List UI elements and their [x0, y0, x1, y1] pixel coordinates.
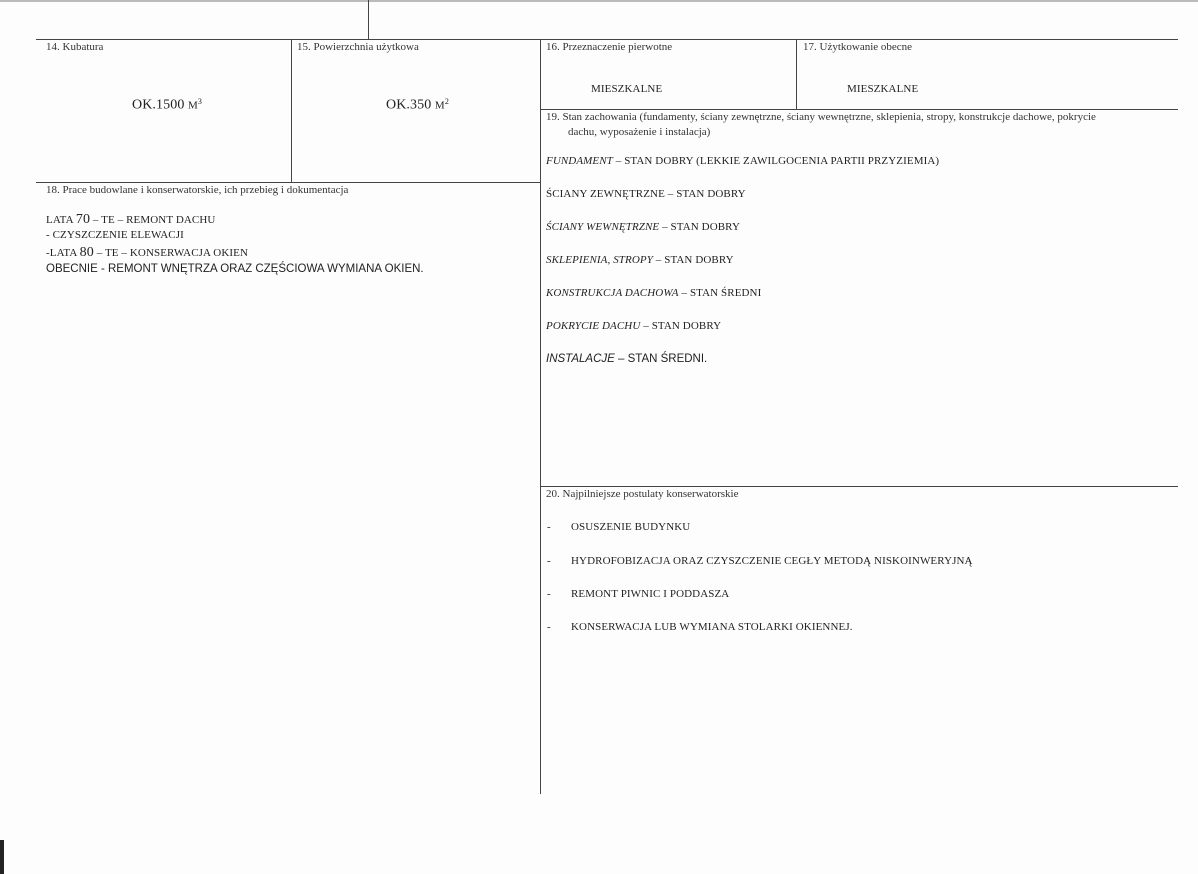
field-14-value — [132, 97, 202, 114]
item-state: – STAN DOBRY — [664, 188, 746, 200]
divider-14-15 — [291, 39, 292, 182]
item-name: FUNDAMENT — [546, 155, 613, 167]
field-17-value: MIESZKALNE — [847, 83, 919, 95]
divider-16-17 — [796, 39, 797, 109]
field-19-item-sciany-wewnetrzne — [546, 221, 740, 233]
item-name: KONSTRUKCJA DACHOWA — [546, 287, 679, 299]
field-19-item-sklepienia — [546, 254, 734, 266]
field-18-line2: - CZYSZCZENIE ELEWACJI — [46, 229, 184, 241]
item-name: ŚCIANY WEWNĘTRZNE — [546, 221, 660, 233]
field-18-line3 — [46, 245, 248, 261]
scan-top-edge — [0, 0, 1198, 2]
top-stub-divider — [368, 0, 369, 39]
text: 80 — [79, 245, 94, 260]
field-15-sup: 2 — [444, 97, 449, 106]
field-20-dash: - — [547, 555, 551, 567]
field-19-item-sciany-zewnetrzne — [546, 188, 746, 200]
field-19-item-pokrycie — [546, 320, 721, 332]
text: LATA — [46, 214, 76, 226]
item-state: – STAN DOBRY — [652, 254, 734, 266]
field-19-item-konstrukcja — [546, 287, 761, 299]
field-18-line4: OBECNIE - REMONT WNĘTRZA ORAZ CZĘŚCIOWA WYMIANA OKIEN. — [46, 263, 424, 275]
item-state: – STAN ŚREDNI — [678, 287, 762, 299]
rule-above-18 — [36, 182, 540, 183]
field-20-dash: - — [547, 621, 551, 633]
item-state: – STAN ŚREDNI. — [614, 353, 708, 365]
field-14-number: OK.1500 — [132, 97, 189, 113]
text: – TE – KONSERWACJA OKIEN — [93, 247, 249, 259]
item-state: – STAN DOBRY — [640, 320, 722, 332]
field-20-item: OSUSZENIE BUDYNKU — [571, 521, 691, 533]
field-14-label: 14. Kubatura — [46, 41, 104, 53]
item-state: – STAN DOBRY (LEKKIE ZAWILGOCENIA PARTII PRZYZIEMIA) — [612, 155, 940, 167]
rule-above-20 — [540, 486, 1178, 487]
top-rule — [36, 39, 1178, 40]
field-19-label-line2: dachu, wyposażenie i instalacja) — [568, 126, 711, 138]
field-15-unit: M — [434, 99, 445, 112]
scan-left-edge — [0, 840, 4, 874]
item-name: SKLEPIENIA, STROPY — [546, 254, 653, 266]
field-17-label: 17. Użytkowanie obecne — [803, 41, 913, 53]
field-18-label: 18. Prace budowlane i konserwatorskie, ich przebieg i dokumentacja — [46, 184, 349, 196]
field-19-item-fundament — [546, 155, 939, 167]
text: -LATA — [46, 247, 80, 259]
field-19-label-line1: 19. Stan zachowania (fundamenty, ściany zewnętrzne, ściany wewnętrzne, sklepienia, stropy, konstrukcje dachowe, pokrycie — [546, 111, 1096, 123]
field-20-dash: - — [547, 521, 551, 533]
rule-above-19 — [540, 109, 1178, 110]
field-20-item: REMONT PIWNIC I PODDASZA — [571, 588, 730, 600]
field-20-item: HYDROFOBIZACJA ORAZ CZYSZCZENIE CEGŁY METODĄ NISKOINWERYJNĄ — [571, 555, 973, 567]
field-20-label: 20. Najpilniejsze postulaty konserwatorskie — [546, 488, 739, 500]
field-15-value — [386, 97, 449, 114]
field-16-label: 16. Przeznaczenie pierwotne — [546, 41, 673, 53]
field-20-item: KONSERWACJA LUB WYMIANA STOLARKI OKIENNEJ. — [571, 621, 853, 633]
field-14-sup: 3 — [197, 97, 203, 106]
field-15-label: 15. Powierzchnia użytkowa — [297, 41, 419, 53]
item-name: INSTALACJE — [546, 353, 615, 365]
main-vertical-divider — [540, 39, 541, 794]
field-19-item-instalacje — [546, 353, 707, 365]
field-16-value: MIESZKALNE — [591, 83, 663, 95]
field-20-dash: - — [547, 588, 551, 600]
text: – TE – REMONT DACHU — [90, 214, 216, 226]
item-state: – STAN DOBRY — [659, 221, 741, 233]
item-name: POKRYCIE DACHU — [546, 320, 641, 332]
item-name: ŚCIANY ZEWNĘTRZNE — [546, 188, 665, 200]
field-14-unit: M — [188, 99, 198, 112]
field-15-number: OK.350 — [386, 97, 435, 113]
text: 70 — [75, 212, 91, 227]
field-18-line1 — [46, 212, 215, 228]
